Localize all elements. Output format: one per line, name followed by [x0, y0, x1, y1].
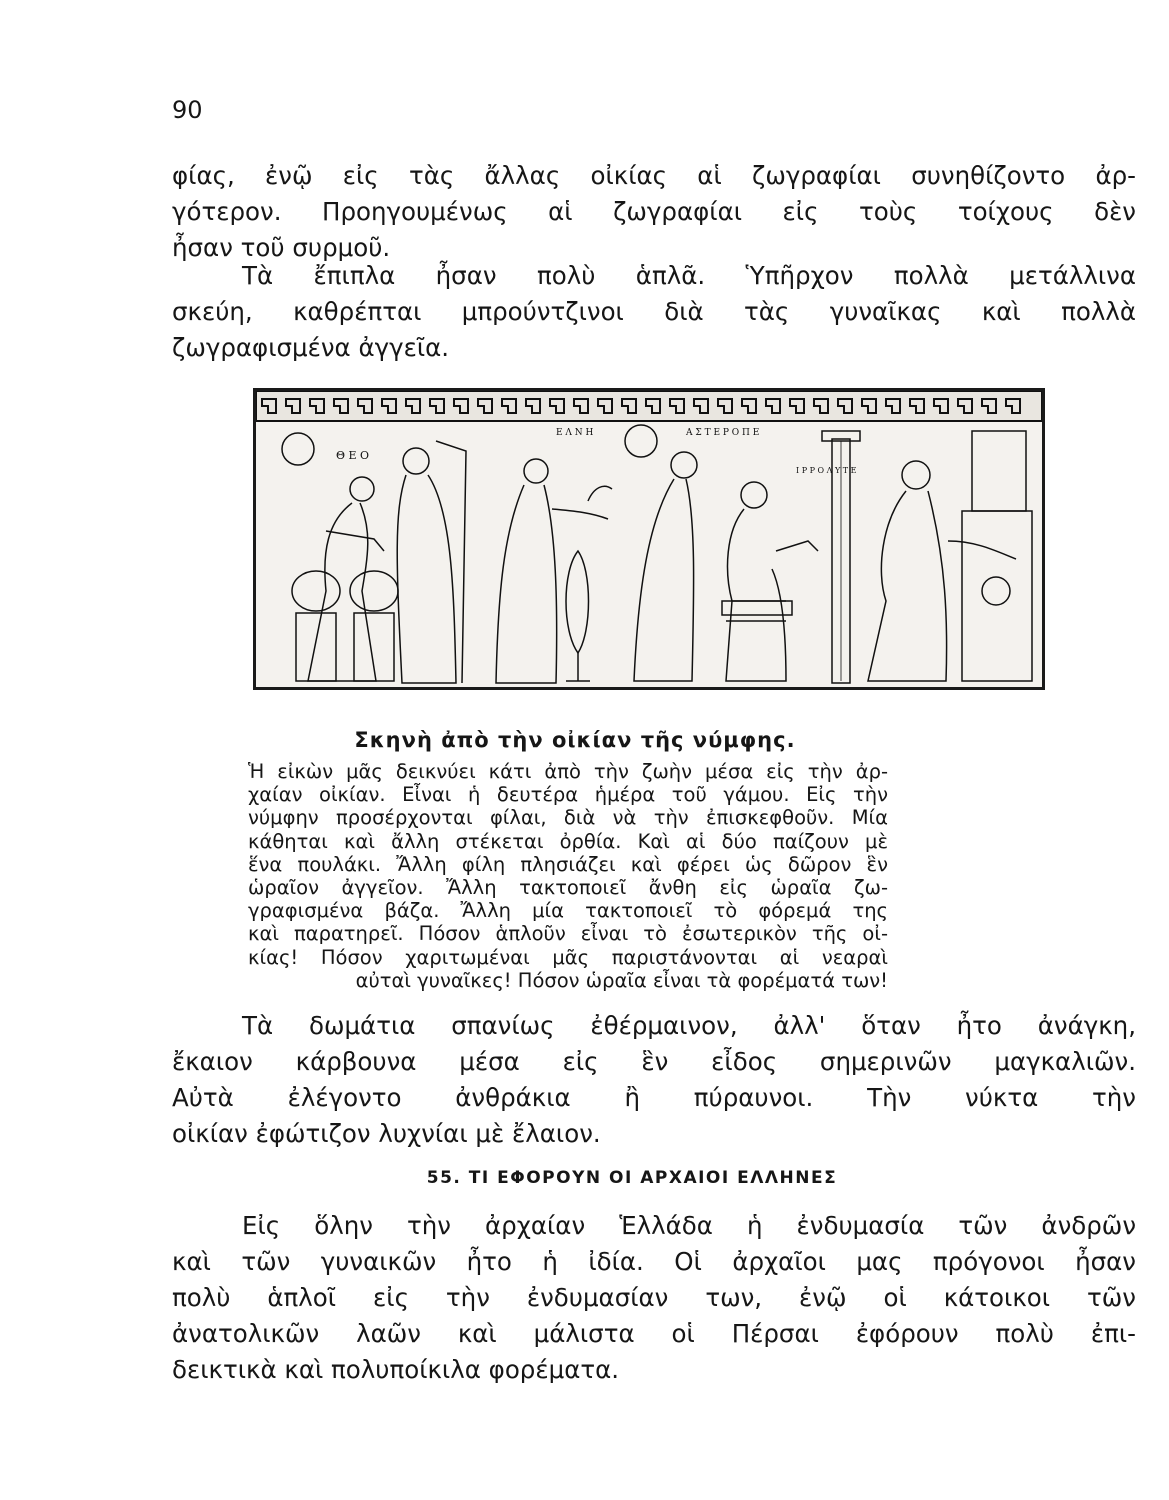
- paragraph-line: καὶ τῶν γυναικῶν ἦτο ἡ ἰδία. Οἱ ἀρχαῖοι μας πρόγονοι ἦσαν: [172, 1247, 1136, 1276]
- paragraph-1: [172, 158, 1136, 266]
- paragraph-line: δεικτικὰ καὶ πολυποίκιλα φορέματα.: [172, 1355, 620, 1384]
- caption-line: κίας! Πόσον χαριτωμέναι μᾶς παριστάνονται αἱ νεαραὶ: [248, 945, 888, 969]
- paragraph-line: Αὐτὰ ἐλέγοντο ἀνθράκια ἢ πύραυνοι. Τὴν νύκτα τὴν: [172, 1083, 1136, 1112]
- paragraph-2: [172, 258, 1136, 366]
- paragraph-line: γότερον. Προηγουμένως αἱ ζωγραφίαι εἰς τοὺς τοίχους δὲν: [172, 197, 1136, 226]
- paragraph-line: πολὺ ἁπλοῖ εἰς τὴν ἐνδυμασίαν των, ἐνῷ οἱ κάτοικοι τῶν: [172, 1283, 1136, 1312]
- inscription-right: Α Σ Τ Ε Ρ Ο Π Ε: [686, 428, 760, 438]
- vase-painting-figure: [253, 388, 1045, 690]
- inscription-side: Ι Ρ Ρ Ο Λ Υ Τ Ε: [796, 466, 857, 475]
- caption-line: χαίαν οἰκίαν. Εἶναι ἡ δευτέρα ἡμέρα τοῦ γάμου. Εἰς τὴν: [248, 783, 888, 807]
- caption-line: γραφισμένα βάζα. Ἄλλη μία τακτοποιεῖ τὸ φόρεμά της: [248, 899, 888, 923]
- paragraph-line: Τὰ ἔπιπλα ἦσαν πολὺ ἁπλᾶ. Ὑπῆρχον πολλὰ μετάλλινα: [242, 261, 1136, 290]
- caption-line: ὡραῖον ἀγγεῖον. Ἄλλη τακτοποιεῖ ἄνθη εἰς ὡραῖα ζω-: [248, 876, 888, 900]
- inscription-left: Θ Ε Ο: [336, 449, 370, 462]
- paragraph-line: ἔκαιον κάρβουνα μέσα εἰς ἓν εἶδος σημερινῶν μαγκαλιῶν.: [172, 1047, 1136, 1076]
- caption-line: νύμφην προσέρχονται φίλαι, διὰ νὰ τὴν ἐπισκεφθοῦν. Μία: [248, 806, 888, 830]
- paragraph-line: ζωγραφισμένα ἀγγεῖα.: [172, 333, 450, 362]
- paragraph-line: Εἰς ὅλην τὴν ἀρχαίαν Ἑλλάδα ἡ ἐνδυμασία τῶν ἀνδρῶν: [242, 1211, 1136, 1240]
- page-number: 90: [172, 96, 203, 124]
- caption-line: κάθηται καὶ ἄλλη στέκεται ὀρθία. Καὶ αἱ δύο παίζουν μὲ: [248, 829, 888, 853]
- paragraph-line: φίας, ἐνῷ εἰς τὰς ἄλλας οἰκίας αἱ ζωγραφίαι συνηθίζοντο ἀρ-: [172, 161, 1136, 190]
- caption-line: αὐταὶ γυναῖκες! Πόσον ὡραῖα εἶναι τὰ φορέματά των!: [355, 968, 888, 992]
- paragraph-line: οἰκίαν ἐφώτιζον λυχνίαι μὲ ἔλαιον.: [172, 1119, 601, 1148]
- section-heading: 55. ΤΙ ΕΦΟΡΟΥΝ ΟΙ ΑΡΧΑΙΟΙ ΕΛΛΗΝΕΣ: [426, 1168, 838, 1188]
- paragraph-3: [172, 1008, 1136, 1152]
- paragraph-line: ἦσαν τοῦ συρμοῦ.: [172, 233, 391, 262]
- vase-painting-illustration: [256, 391, 1042, 687]
- paragraph-line: Τὰ δωμάτια σπανίως ἐθέρμαινον, ἀλλ' ὅταν ἦτο ἀνάγκη,: [242, 1011, 1136, 1040]
- figure-caption-title: Σκηνὴ ἀπὸ τὴν οἰκίαν τῆς νύμφης.: [354, 728, 796, 752]
- paragraph-line: ἀνατολικῶν λαῶν καὶ μάλιστα οἱ Πέρσαι ἐφόρουν πολὺ ἐπι-: [172, 1319, 1136, 1348]
- figure-caption-text: [248, 760, 888, 992]
- caption-line: καὶ παρατηρεῖ. Πόσον ἁπλοῦν εἶναι τὸ ἐσωτερικὸν τῆς οἰ-: [248, 922, 888, 946]
- paragraph-line: σκεύη, καθρέπται μπρούντζινοι διὰ τὰς γυναῖκας καὶ πολλὰ: [172, 297, 1136, 326]
- caption-line: ἕνα πουλάκι. Ἄλλη φίλη πλησιάζει καὶ φέρει ὡς δῶρον ἓν: [248, 852, 888, 876]
- caption-line: Ἡ εἰκὼν μᾶς δεικνύει κάτι ἀπὸ τὴν ζωὴν μέσα εἰς τὴν ἀρ-: [248, 760, 888, 783]
- paragraph-4: [172, 1208, 1136, 1388]
- inscription-mid: Ε Λ Ν Η: [556, 428, 594, 438]
